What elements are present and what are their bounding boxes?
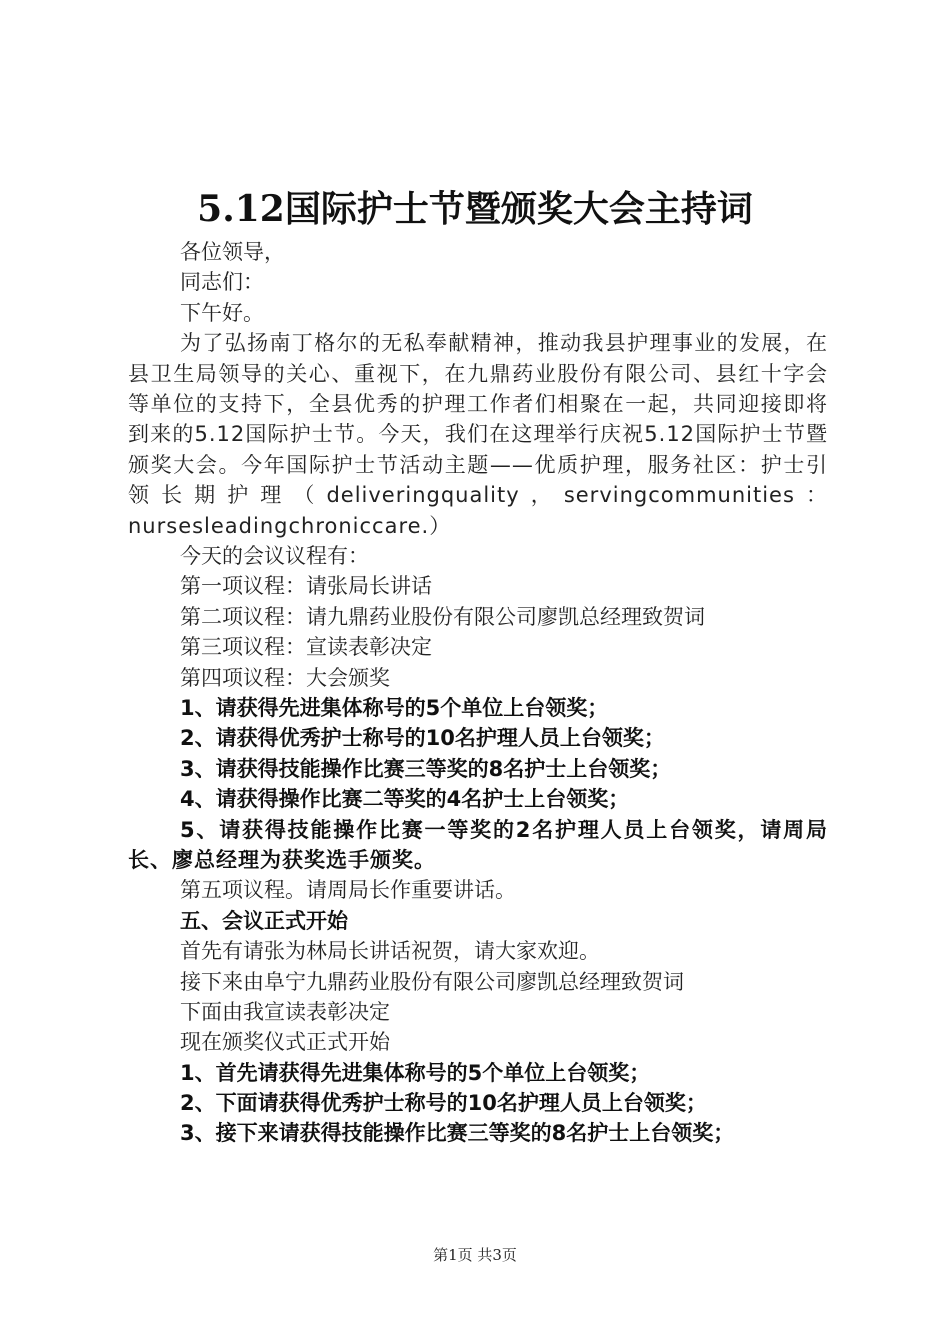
greeting-leaders: 各位领导， [180,240,285,264]
award-item: 4、请获得操作比赛二等奖的4名护士上台领奖； [180,787,630,812]
document-body [128,237,828,1149]
agenda-item: 第三项议程：宣读表彰决定 [180,635,432,660]
agenda-item: 第二项议程：请九鼎药业股份有限公司廖凯总经理致贺词 [180,604,705,629]
proceeding-line: 现在颁奖仪式正式开始 [180,1030,390,1055]
proceeding-line: 首先有请张为林局长讲话祝贺，请大家欢迎。 [180,939,600,964]
intro-paragraph: 为了弘扬南丁格尔的无私奉献精神，推动我县护理事业的发展，在县卫生局领导的关心、重视下，在九鼎药业股份有限公司、县红十字会等单位的支持下，全县优秀的护理工作者们相聚在一起，共同迎接即将到来的5.12国际护士节。今天，我们在这理举行庆祝5.12国际护士节暨颁奖大会。今年国际护士节活动主题——优质护理，服务社区：护士引领长期护理（deliveringquality，servingcommunities：nursesleadingchroniccare.） [128,331,828,538]
award-item: 5、请获得技能操作比赛一等奖的2名护理人员上台领奖，请周局长、廖总经理为获奖选手颁奖。 [128,817,828,872]
proceeding-line: 下面由我宣读表彰决定 [180,999,390,1024]
document-title: 5.12国际护士节暨颁奖大会主持词 [197,188,753,230]
greeting-afternoon: 下午好。 [180,300,264,325]
award-item: 1、请获得先进集体称号的5个单位上台领奖； [180,695,609,720]
agenda-item: 第四项议程：大会颁奖 [180,665,390,690]
ceremony-item: 2、下面请获得优秀护士称号的10名护理人员上台领奖； [180,1091,707,1116]
award-item: 2、请获得优秀护士称号的10名护理人员上台领奖； [180,726,665,751]
page-footer: 第1页 共3页 [433,1246,517,1264]
greeting-comrades: 同志们： [180,270,264,295]
agenda-five: 第五项议程。请周局长作重要讲话。 [180,878,516,903]
agenda-heading: 今天的会议议程有： [180,544,369,569]
section-heading: 五、会议正式开始 [180,908,348,933]
ceremony-item: 1、首先请获得先进集体称号的5个单位上台领奖； [180,1060,651,1085]
award-item: 3、请获得技能操作比赛三等奖的8名护士上台领奖； [180,756,672,781]
proceeding-line: 接下来由阜宁九鼎药业股份有限公司廖凯总经理致贺词 [180,969,684,994]
agenda-item: 第一项议程：请张局长讲话 [180,574,432,599]
ceremony-item: 3、接下来请获得技能操作比赛三等奖的8名护士上台领奖； [180,1121,735,1146]
